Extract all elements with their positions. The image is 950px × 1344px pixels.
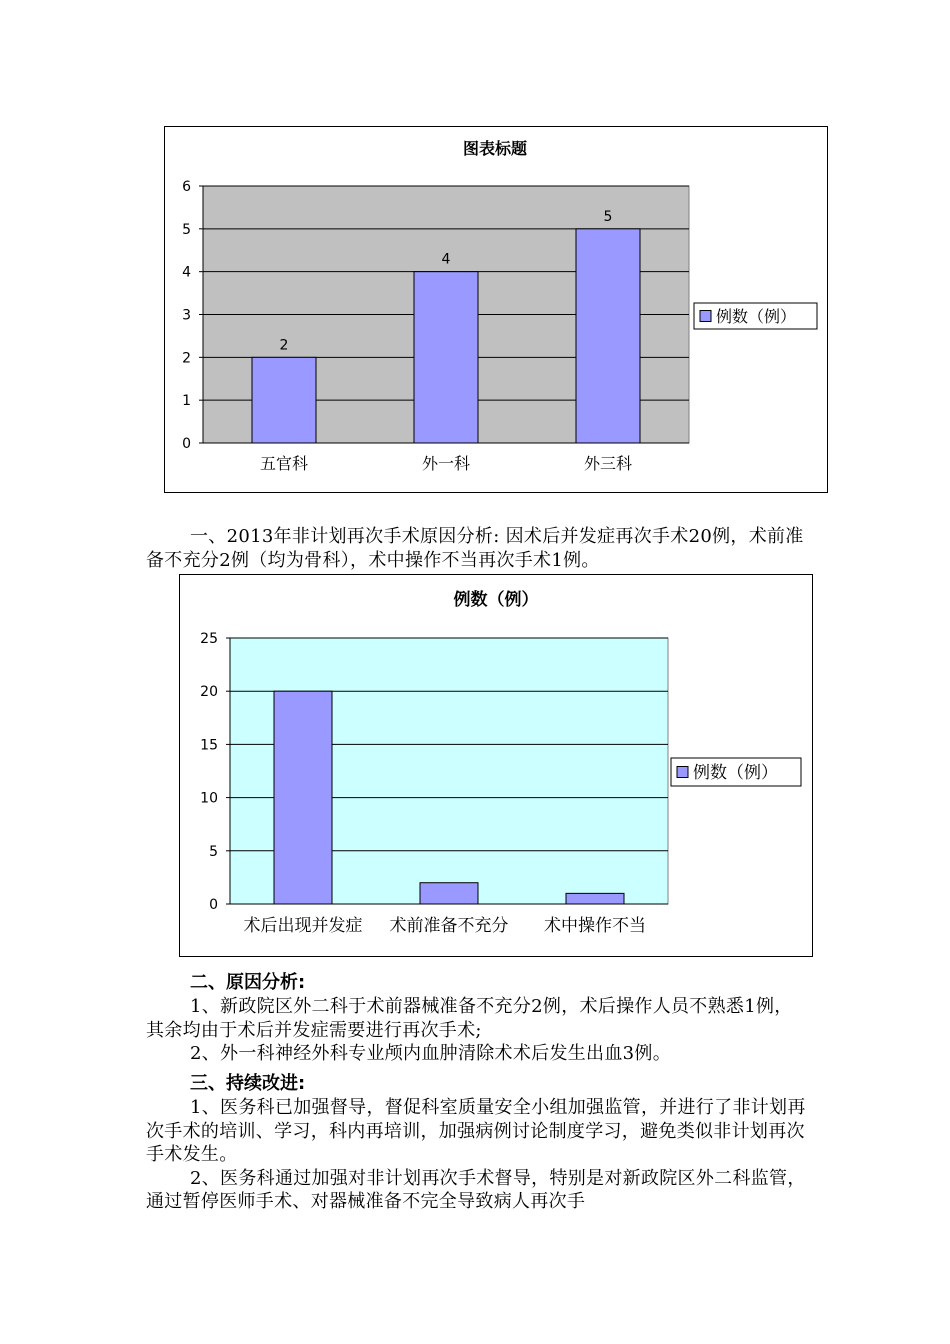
chart-1-y-tick-label: 0 [182,436,191,452]
chart-2-bar [566,893,624,904]
section-3-item-2: 2、医务科通过加强对非计划再次手术督导，特别是对新政院区外二科监管，通过暂停医师手术、对器械准备不完全导致病人再次手 [146,1167,806,1212]
chart-2-bar [274,691,332,904]
chart-1-svg [165,127,827,492]
section-2-item-2: 2、外一科神经外科专业颅内血肿清除术术后发生出血3例。 [190,1043,672,1064]
chart-2-bar [420,883,478,904]
chart-2-category-label: 术中操作不当 [544,916,646,936]
chart-2-y-tick-label: 25 [200,631,218,647]
chart-2-y-tick-label: 20 [200,684,218,701]
chart-1-data-label: 4 [441,251,451,268]
chart-1-bar [252,357,316,443]
section-3-item-1: 1、医务科已加强督导，督促科室质量安全小组加强监管，并进行了非计划再次手术的培训、学习，科内再培训，加强病例讨论制度学习，避免类似非计划再次手术发生。 [146,1097,806,1165]
chart-1-bar [576,229,640,443]
chart-2 [179,574,813,957]
chart-2-svg [180,575,812,956]
chart-2-legend-label: 例数（例） [693,763,778,783]
chart-1-legend-label: 例数（例） [716,307,797,326]
paragraph-1-text: 一、2013年非计划再次手术原因分析: 因术后并发症再次手术20例，术前准备不充分2例（均为骨科），术中操作不当再次手术1例。 [146,526,804,571]
heading-section-3: 三、持续改进: [190,1073,306,1094]
chart-2-title: 例数（例） [453,590,539,610]
chart-1-y-tick-label: 3 [182,307,191,324]
chart-1-legend-swatch [700,311,711,322]
chart-2-legend-swatch [677,767,688,778]
chart-2-category-label: 术前准备不充分 [389,916,509,936]
heading-section-2: 二、原因分析: [190,972,306,993]
chart-1-category-label: 五官科 [259,454,309,473]
chart-1-y-tick-label: 1 [182,393,191,410]
chart-1 [164,126,828,493]
chart-1-data-label: 2 [279,337,289,354]
chart-2-y-tick-label: 5 [209,843,218,860]
section-2-item-1: 1、新政院区外二科于术前器械准备不充分2例，术后操作人员不熟悉1例，其余均由于术后并发症需要进行再次手术; [146,996,793,1041]
chart-1-y-tick-label: 2 [182,350,191,367]
chart-1-y-tick-label: 6 [182,179,191,195]
paragraph-1 [146,525,806,572]
chart-2-y-tick-label: 15 [200,737,218,754]
chart-1-category-label: 外三科 [583,454,633,473]
chart-1-title: 图表标题 [462,139,528,158]
chart-1-y-tick-label: 4 [182,264,191,281]
chart-1-data-label: 5 [603,208,613,225]
chart-2-category-label: 术后出现并发症 [243,916,363,936]
chart-1-y-tick-label: 5 [182,221,191,238]
chart-2-y-tick-label: 0 [209,897,218,913]
section-2-body [146,995,806,1066]
chart-1-bar [414,272,478,443]
section-3-body [146,1096,806,1214]
chart-2-y-tick-label: 10 [200,790,218,807]
chart-1-category-label: 外一科 [421,454,471,473]
